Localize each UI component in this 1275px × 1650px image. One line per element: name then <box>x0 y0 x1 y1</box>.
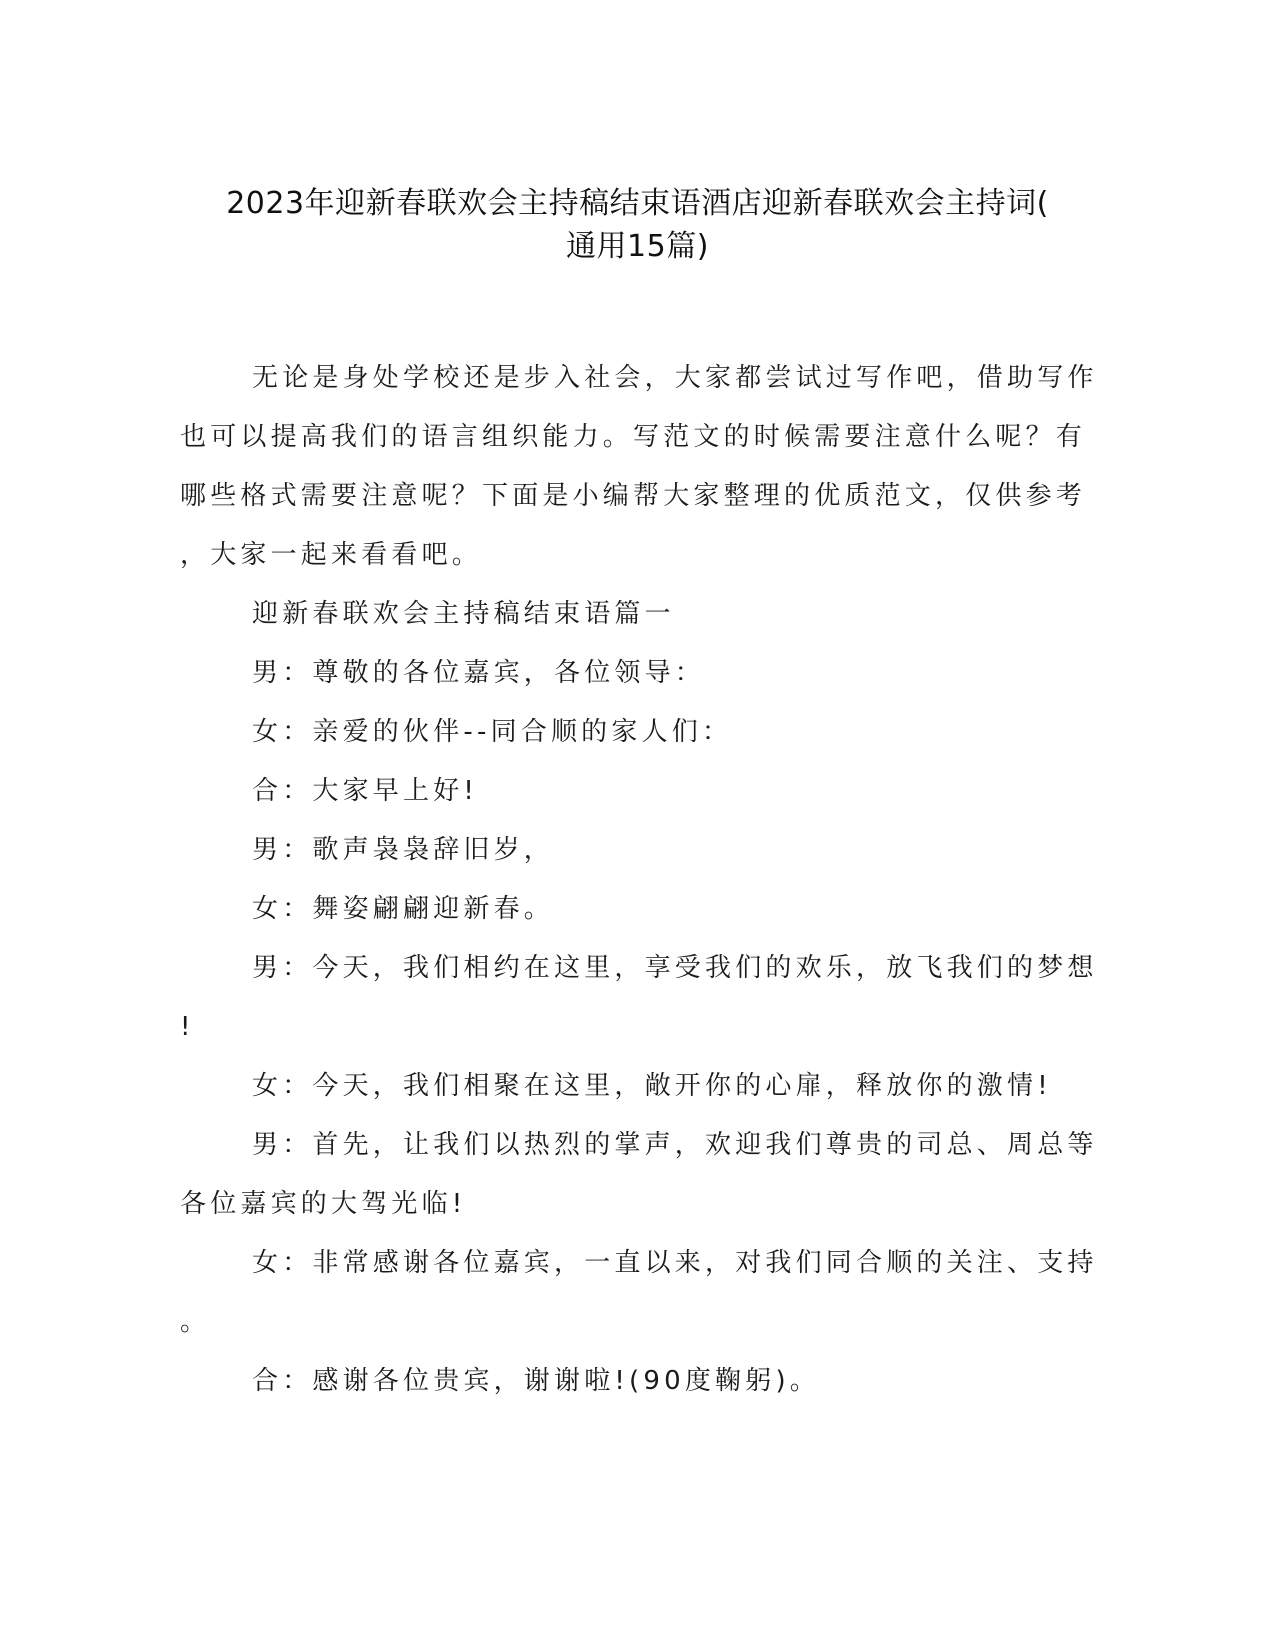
paragraph-intro-line-3: 哪些格式需要注意呢？下面是小编帮大家整理的优质范文，仅供参考 <box>180 481 1087 511</box>
dialogue-line: 男：尊敬的各位嘉宾，各位领导： <box>252 658 706 688</box>
dialogue-line: 男：今天，我们相约在这里，享受我们的欢乐，放飞我们的梦想 <box>252 953 1098 983</box>
document-title-line-2: 通用15篇) <box>566 229 709 264</box>
dialogue-line: 女：今天，我们相聚在这里，敞开你的心扉，释放你的激情! <box>252 1071 1052 1101</box>
dialogue-line-continuation: 各位嘉宾的大驾光临! <box>180 1189 467 1219</box>
paragraph-intro-line-2: 也可以提高我们的语言组织能力。写范文的时候需要注意什么呢？有 <box>180 422 1087 452</box>
dialogue-line: 女：亲爱的伙伴--同合顺的家人们： <box>252 717 733 747</box>
section-heading: 迎新春联欢会主持稿结束语篇一 <box>252 599 675 629</box>
dialogue-line: 男：歌声袅袅辞旧岁， <box>252 835 555 865</box>
dialogue-line: 男：首先，让我们以热烈的掌声，欢迎我们尊贵的司总、周总等 <box>252 1130 1098 1160</box>
document-title-line-1: 2023年迎新春联欢会主持稿结束语酒店迎新春联欢会主持词( <box>226 186 1049 221</box>
dialogue-line-continuation: 。 <box>180 1307 211 1337</box>
dialogue-line-continuation: ! <box>180 1012 195 1042</box>
paragraph-intro-line-1: 无论是身处学校还是步入社会，大家都尝试过写作吧，借助写作 <box>252 363 1098 393</box>
dialogue-line: 合：感谢各位贵宾，谢谢啦!(90度鞠躬)。 <box>252 1366 820 1396</box>
paragraph-intro-line-4: ，大家一起来看看吧。 <box>180 540 483 570</box>
dialogue-line: 合：大家早上好! <box>252 776 479 806</box>
dialogue-line: 女：舞姿翩翩迎新春。 <box>252 894 555 924</box>
dialogue-line: 女：非常感谢各位嘉宾，一直以来，对我们同合顺的关注、支持 <box>252 1248 1098 1278</box>
